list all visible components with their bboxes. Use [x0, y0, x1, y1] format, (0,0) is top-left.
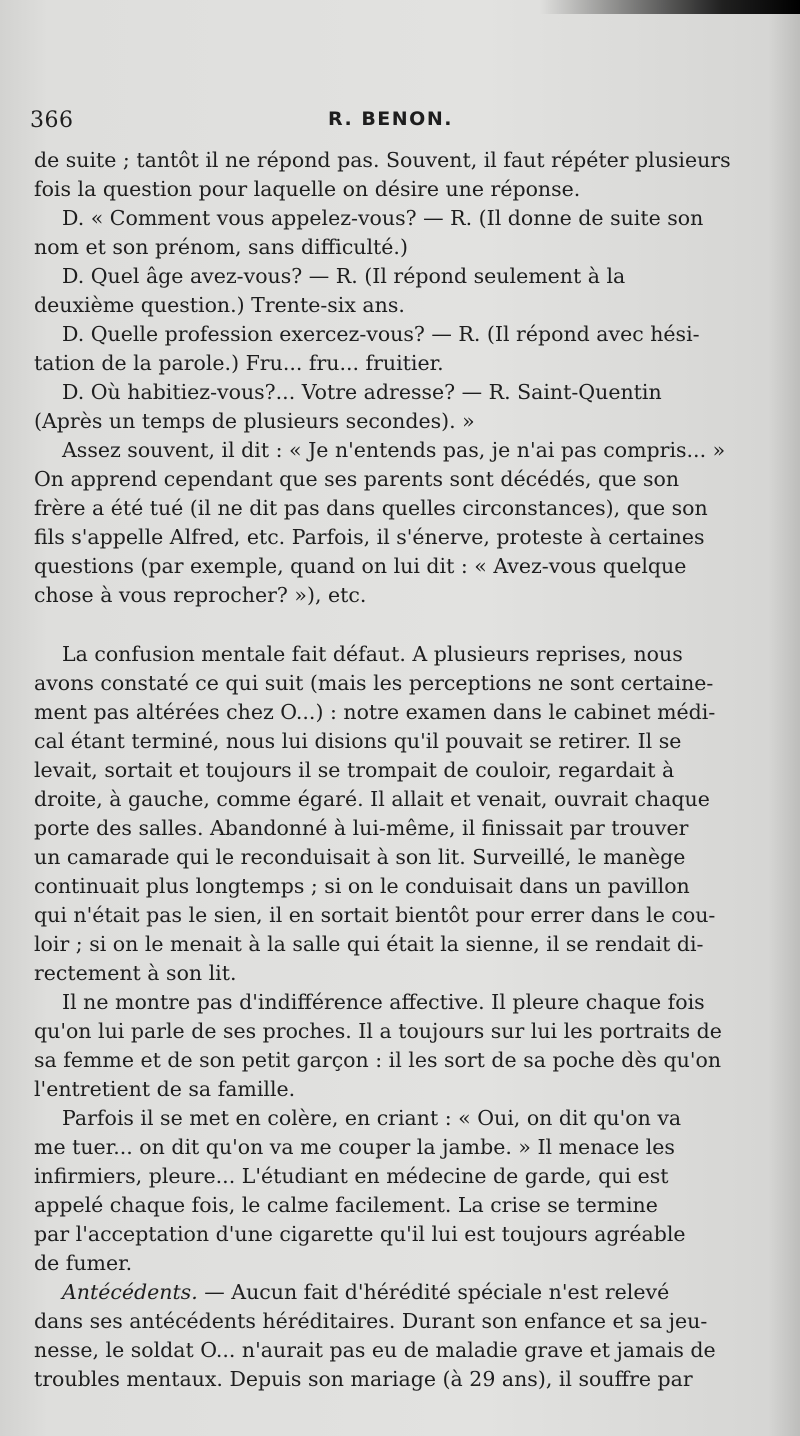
text-line: (Après un temps de plusieurs secondes). » — [34, 409, 475, 433]
text-line: de fumer. — [34, 1251, 133, 1275]
text-line: D. « Comment vous appelez-vous? — R. (Il donne de suite son — [62, 206, 704, 230]
text-line: l'entretient de sa famille. — [34, 1077, 296, 1101]
text-line: deuxième question.) Trente-six ans. — [34, 293, 405, 317]
text-line: porte des salles. Abandonné à lui-même, il finissait par trouver — [34, 816, 689, 840]
text-line: Il ne montre pas d'indifférence affective. Il pleure chaque fois — [62, 990, 705, 1014]
text-line: ment pas altérées chez O...) : notre examen dans le cabinet médi- — [34, 700, 716, 724]
page-number: 366 — [30, 108, 74, 133]
text-line: droite, à gauche, comme égaré. Il allait et venait, ouvrait chaque — [34, 787, 710, 811]
body-text — [34, 146, 754, 1394]
text-line: chose à vous reprocher? »), etc. — [34, 583, 367, 607]
text-line: La confusion mentale fait défaut. A plusieurs reprises, nous — [62, 642, 683, 666]
text-line: D. Quel âge avez-vous? — R. (Il répond seulement à la — [62, 264, 626, 288]
text-line: tation de la parole.) Fru... fru... fruitier. — [34, 351, 444, 375]
scan-edge-shadow — [540, 0, 800, 14]
text-line: un camarade qui le reconduisait à son lit. Surveillé, le manège — [34, 845, 686, 869]
text-line: frère a été tué (il ne dit pas dans quelles circonstances), que son — [34, 496, 708, 520]
text-span: — Aucun fait d'hérédité spéciale n'est relevé — [197, 1280, 670, 1304]
running-head-author: R. BENON. — [328, 108, 453, 130]
text-line: levait, sortait et toujours il se trompait de couloir, regardait à — [34, 758, 675, 782]
text-line: D. Quelle profession exercez-vous? — R. (Il répond avec hési- — [62, 322, 700, 346]
text-line: Assez souvent, il dit : « Je n'entends pas, je n'ai pas compris... » — [62, 438, 726, 462]
running-head — [30, 104, 770, 140]
text-line: loir ; si on le menait à la salle qui était la sienne, il se rendait di- — [34, 932, 704, 956]
text-line: nom et son prénom, sans difficulté.) — [34, 235, 408, 259]
text-line: cal étant terminé, nous lui disions qu'il pouvait se retirer. Il se — [34, 729, 682, 753]
text-line: troubles mentaux. Depuis son mariage (à 29 ans), il souffre par — [34, 1367, 693, 1391]
text-line: me tuer... on dit qu'on va me couper la jambe. » Il menace les — [34, 1135, 675, 1159]
text-line: avons constaté ce qui suit (mais les perceptions ne sont certaine- — [34, 671, 714, 695]
paragraph-gap — [34, 610, 754, 640]
text-line: par l'acceptation d'une cigarette qu'il lui est toujours agréable — [34, 1222, 686, 1246]
text-line — [34, 1278, 754, 1307]
text-line: qu'on lui parle de ses proches. Il a toujours sur lui les portraits de — [34, 1019, 722, 1043]
text-line: fils s'appelle Alfred, etc. Parfois, il s'énerve, proteste à certaines — [34, 525, 705, 549]
text-line: fois la question pour laquelle on désire une réponse. — [34, 177, 581, 201]
text-line: qui n'était pas le sien, il en sortait bientôt pour errer dans le cou- — [34, 903, 716, 927]
text-line: rectement à son lit. — [34, 961, 237, 985]
text-line: questions (par exemple, quand on lui dit : « Avez-vous quelque — [34, 554, 687, 578]
text-line: On apprend cependant que ses parents sont décédés, que son — [34, 467, 680, 491]
text-line: D. Où habitiez-vous?... Votre adresse? — R. Saint-Quentin — [62, 380, 662, 404]
text-line: appelé chaque fois, le calme facilement. La crise se termine — [34, 1193, 658, 1217]
text-line: sa femme et de son petit garçon : il les sort de sa poche dès qu'on — [34, 1048, 722, 1072]
text-line: de suite ; tantôt il ne répond pas. Souvent, il faut répéter plusieurs — [34, 148, 731, 172]
section-heading-antecedents: Antécédents. — [62, 1280, 198, 1304]
text-line: Parfois il se met en colère, en criant : « Oui, on dit qu'on va — [62, 1106, 682, 1130]
text-line: infirmiers, pleure... L'étudiant en médecine de garde, qui est — [34, 1164, 669, 1188]
text-line: continuait plus longtemps ; si on le conduisait dans un pavillon — [34, 874, 690, 898]
text-line: dans ses antécédents héréditaires. Durant son enfance et sa jeu- — [34, 1309, 708, 1333]
text-line: nesse, le soldat O... n'aurait pas eu de maladie grave et jamais de — [34, 1338, 716, 1362]
